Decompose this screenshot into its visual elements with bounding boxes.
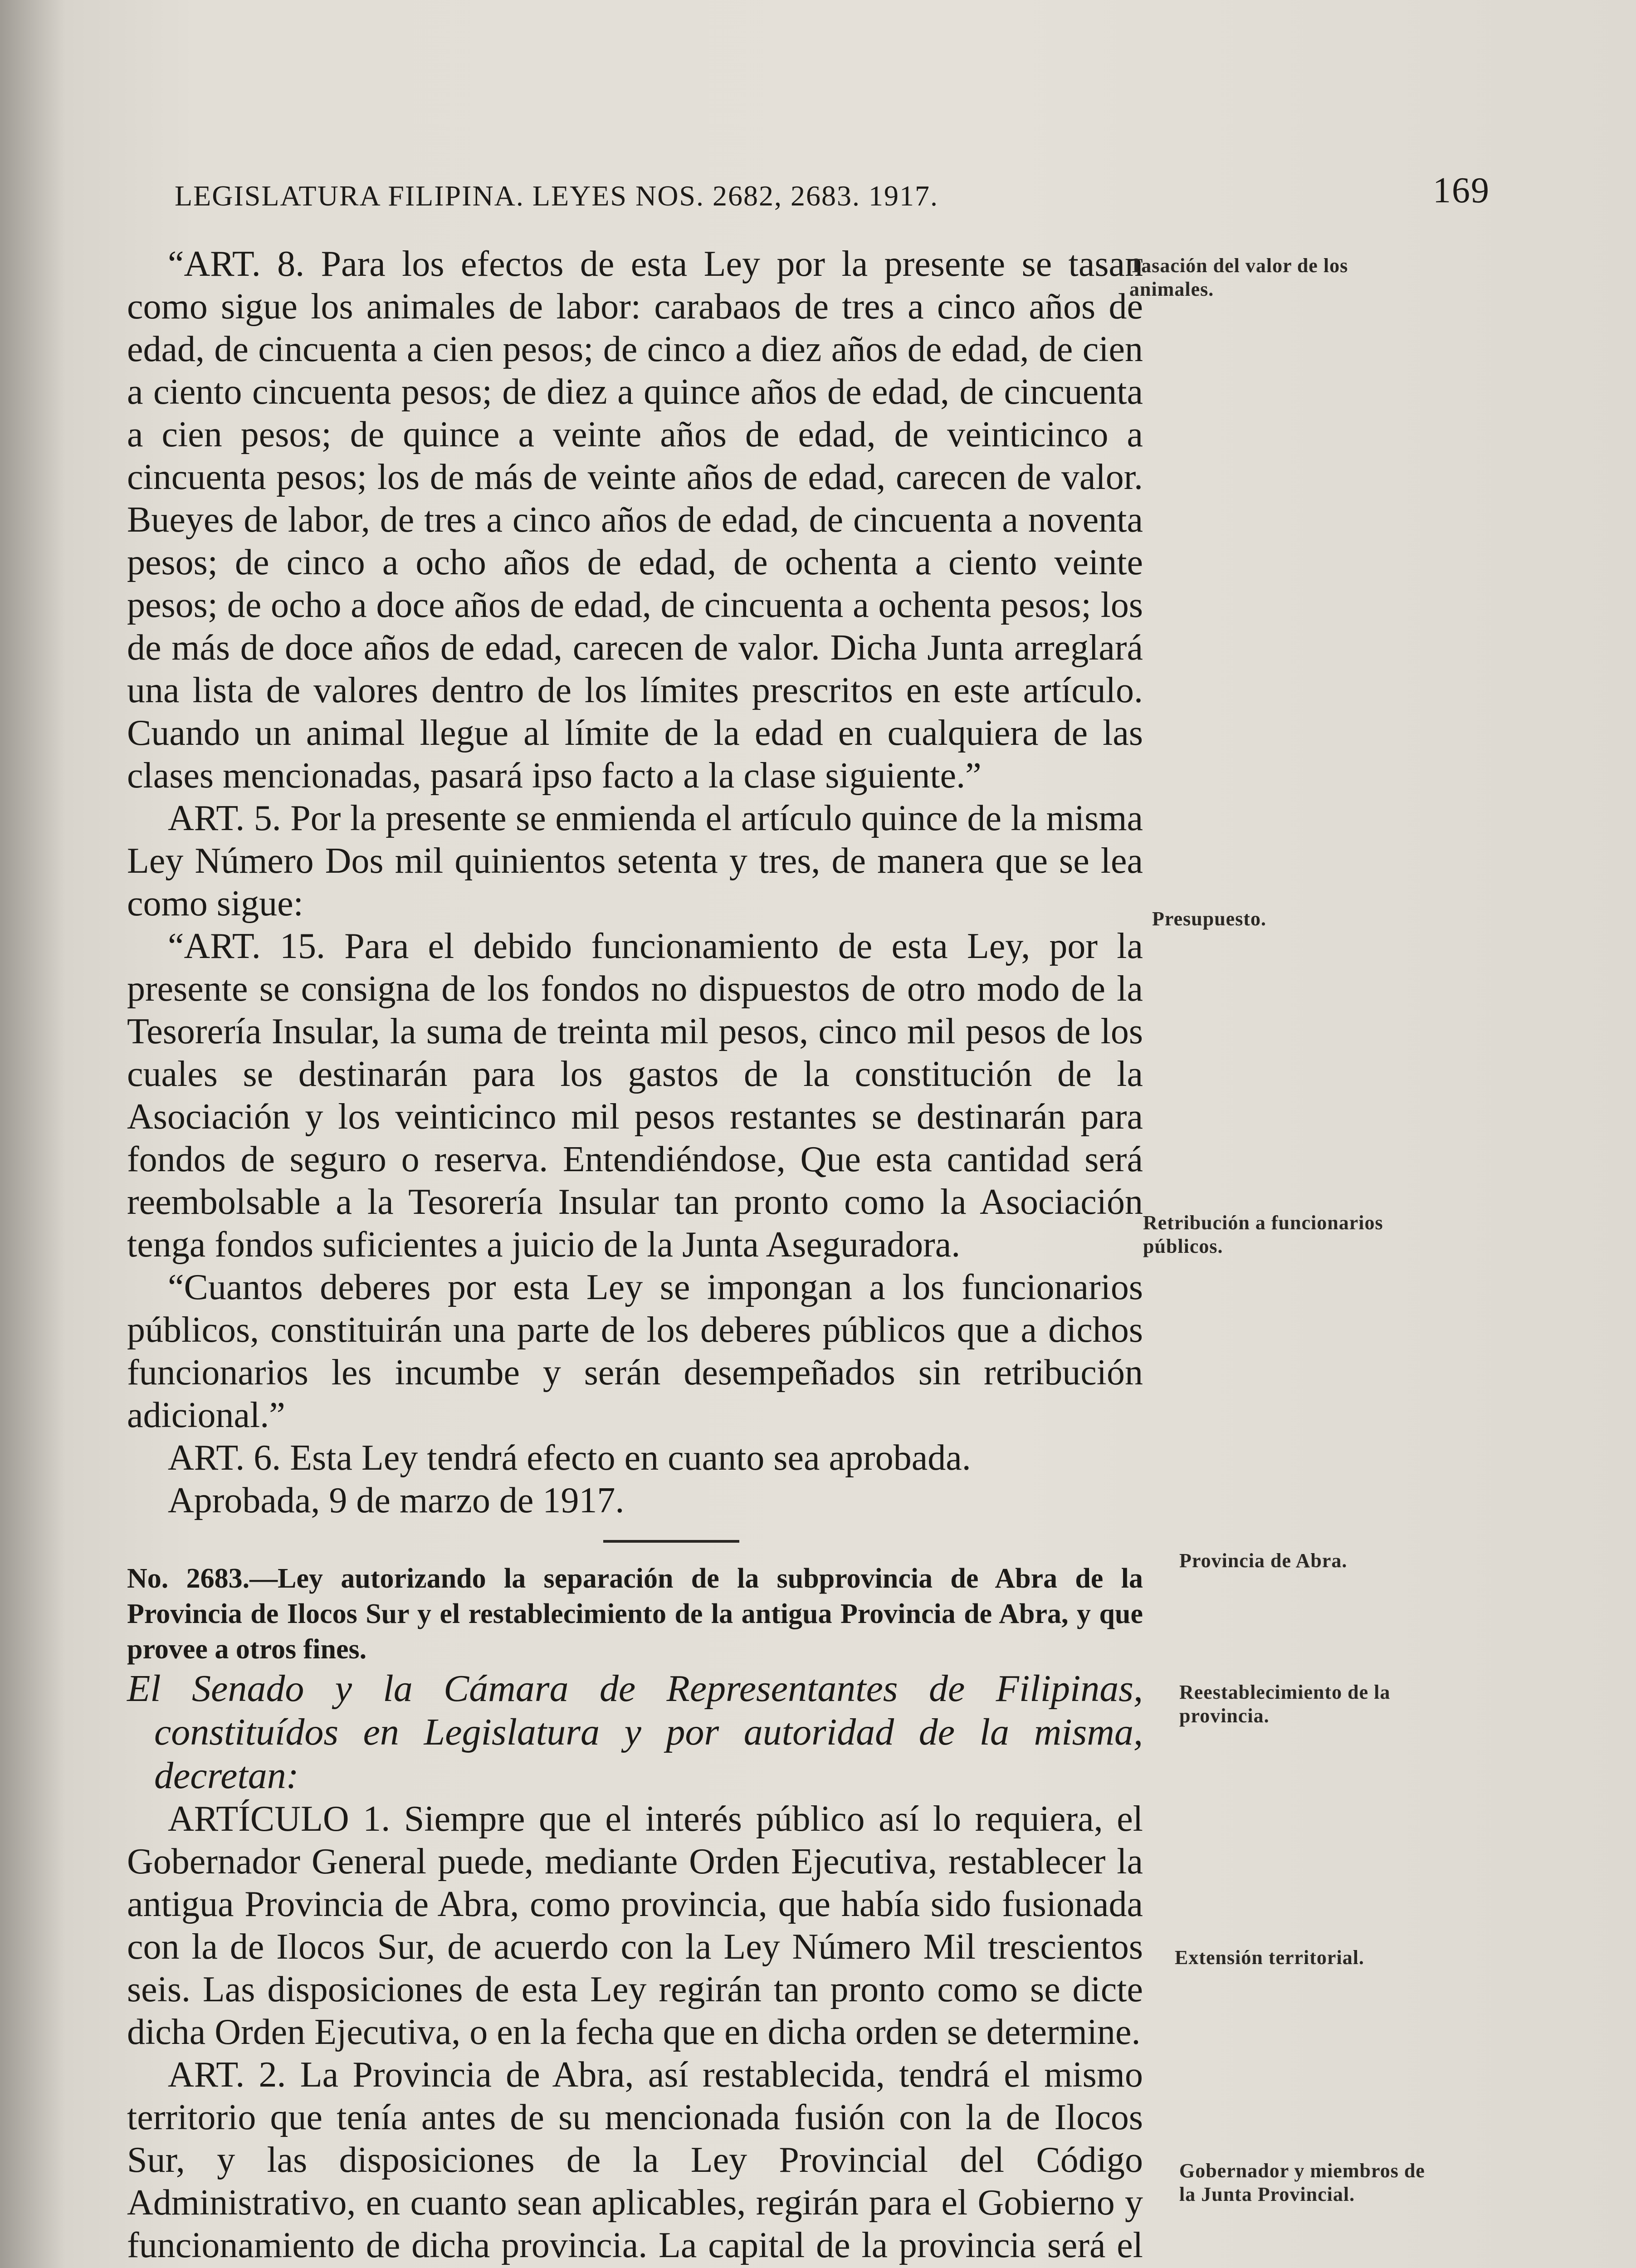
sidenote-gobernador: Gobernador y miembros de la Junta Provincial. [1179,2160,1425,2205]
enacting-clause: El Senado y la Cámara de Representantes de Filipinas, constituídos en Legislatura y por autoridad de la misma, decretan: [127,1667,1143,1797]
sidenote-retribucion: Retribución a funcionarios públicos. [1143,1212,1383,1257]
running-title: LEGISLATURA FILIPINA. LEYES NOS. 2682, 2683. 1917. [175,180,938,212]
approval-date: Aprobada, 9 de marzo de 1917. [168,1481,625,1520]
page-body [127,243,1143,2268]
sidenote-extension: Extensión territorial. [1175,1946,1364,1969]
sidenote-reestablecimiento: Reestablecimiento de la provincia. [1179,1681,1391,1727]
section-divider [603,1540,739,1543]
paragraph-art-2: ART. 2. La Provincia de Abra, así restablecida, tendrá el mismo territorio que tenía antes de su mencionada fusión con la de Ilocos Sur, y las disposiciones de la Ley Provincial del Código Administrativo, en cuanto sean aplicables, regirán para el Gobierno y funcionamiento de dicha provincia. La capital de la provincia será el [127,2055,1143,2265]
paragraph-art-15: “ART. 15. Para el debido funcionamiento de esta Ley, por la presente se consigna de los fondos no dispuestos de otro modo de la Tesorería Insular, la suma de treinta mil pesos, cinco mil pesos de los cuales se destinarán para los gastos de la constitución de la Asociación y los veinticinco mil pesos restantes se destinarán para fondos de seguro o reserva. Entendiéndose, Que esta cantidad será reembolsable a la Tesorería Insular tan pronto como la Asociación tenga fondos suficientes a juicio de la Junta Aseguradora. [127,926,1143,1265]
sidenote-presupuesto: Presupuesto. [1152,908,1266,930]
law-2683-summary: No. 2683.—Ley autorizando la separación de la subprovincia de Abra de la Provincia de Ilocos Sur y el restablecimiento de la antigua Provincia de Abra, y que provee a otros fines. [127,1563,1143,1665]
sidenote-tasacion: Tasación del valor de los animales. [1129,254,1348,300]
paragraph-duties: “Cuantos deberes por esta Ley se impongan a los funcionarios públicos, constituirán una parte de los deberes públicos que a dichos funcionarios les incumbe y serán desempeñados sin retribución adicional.” [127,1267,1143,1435]
sidenote-provincia-abra: Provincia de Abra. [1179,1549,1348,1572]
paragraph-articulo-1: ARTÍCULO 1. Siempre que el interés público así lo requiera, el Gobernador General puede, mediante Orden Ejecutiva, restablecer la antigua Provincia de Abra, como provincia, que había sido fusionada con la de Ilocos Sur, de acuerdo con la Ley Número Mil trescientos seis. Las disposiciones de esta Ley regirán tan pronto como se dicte dicha Orden Ejecutiva, o en la fecha que en dicha orden se determine. [127,1799,1143,2052]
paragraph-art-8: “ART. 8. Para los efectos de esta Ley por la presente se tasan como sigue los animales de labor: carabaos de tres a cinco años de edad, de cincuenta a cien pesos; de cinco a diez años de edad, de cien a ciento cincuenta pesos; de diez a quince años de edad, de cincuenta a cien pesos; de quince a veinte años de edad, de veinticinco a cincuenta pesos; los de más de veinte años de edad, carecen de valor. Bueyes de labor, de tres a cinco años de edad, de cincuenta a noventa pesos; de cinco a ocho años de edad, de ochenta a ciento veinte pesos; de ocho a doce años de edad, de cincuenta a ochenta pesos; los de más de doce años de edad, carecen de valor. Dicha Junta arreglará una lista de valores dentro de los límites prescritos en este artículo. Cuando un animal llegue al límite de la edad en cualquiera de las clases mencionadas, pasará ipso facto a la clase siguiente.” [127,244,1143,796]
page-number: 169 [1433,171,1490,210]
paragraph-art-5: ART. 5. Por la presente se enmienda el artículo quince de la misma Ley Número Dos mil quinientos setenta y tres, de manera que se lea como sigue: [127,798,1143,924]
paragraph-art-6: ART. 6. Esta Ley tendrá efecto en cuanto sea aprobada. [168,1438,971,1478]
running-header [175,171,1490,234]
